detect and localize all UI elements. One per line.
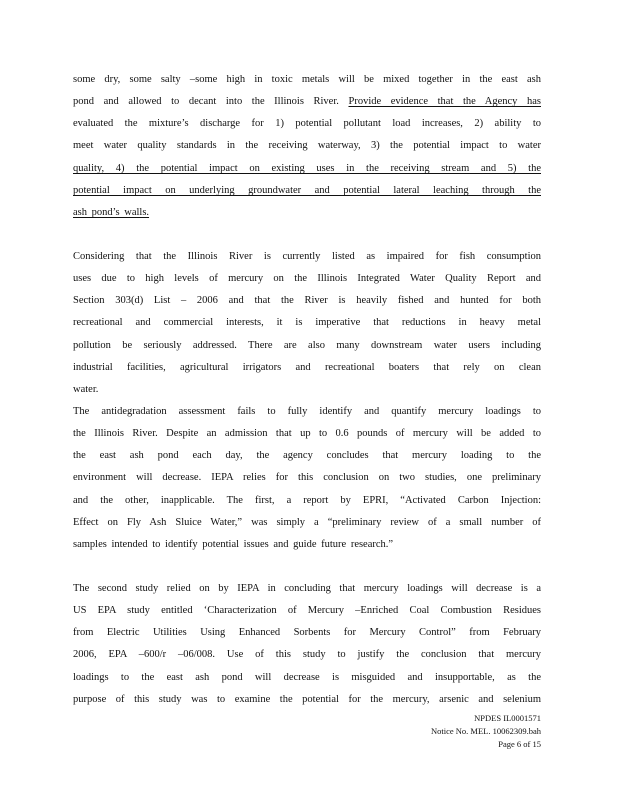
footer-permit-number: NPDES IL0001571 (474, 713, 541, 723)
paragraph-line: samples intended to identify potential issues and guide future research.” (73, 539, 394, 550)
paragraph-line: US EPA study entitled ‘Characterization of Mercury –Enriched Coal Combustion Residues (73, 605, 541, 616)
paragraph-line: Section 303(d) List – 2006 and that the River is heavily fished and hunted for both (73, 295, 541, 306)
paragraph-line: 2006, EPA –600/r –06/008. Use of this study to justify the conclusion that mercury (73, 649, 541, 660)
paragraph-line (73, 95, 541, 109)
paragraph-line: Effect on Fly Ash Sluice Water,” was simply a “preliminary review of a small number of (73, 517, 541, 528)
paragraph-line: and the other, inapplicable. The first, a report by EPRI, “Activated Carbon Injection: (73, 495, 541, 506)
paragraph-line-underlined: potential impact on underlying groundwater and potential lateral leaching through the (73, 185, 541, 196)
footer-page-number: Page 6 of 15 (498, 739, 541, 749)
paragraph-line: meet water quality standards in the receiving waterway, 3) the potential impact to water (73, 140, 541, 151)
paragraph-line: the east ash pond each day, the agency concludes that mercury loading to the (73, 450, 541, 461)
paragraph-line: from Electric Utilities Using Enhanced Sorbents for Mercury Control” from February (73, 627, 541, 638)
paragraph-text: pond and allowed to decant into the Illinois River. (73, 96, 339, 107)
paragraph-line: pollution be seriously addressed. There are also many downstream water users including (73, 340, 541, 351)
paragraph-line: recreational and commercial interests, it is imperative that reductions in heavy metal (73, 317, 541, 328)
paragraph-line: industrial facilities, agricultural irrigators and recreational boaters that rely on clean (73, 362, 541, 373)
paragraph-line: some dry, some salty –some high in toxic metals will be mixed together in the east ash (73, 74, 541, 85)
paragraph-line: uses due to high levels of mercury on the Illinois Integrated Water Quality Report and (73, 273, 541, 284)
paragraph-line: The second study relied on by IEPA in concluding that mercury loadings will decrease is a (73, 583, 541, 594)
paragraph-line: purpose of this study was to examine the potential for the mercury, arsenic and selenium (73, 694, 541, 705)
paragraph-line-underlined: ash pond’s walls. (73, 207, 150, 218)
paragraph-line: evaluated the mixture’s discharge for 1) potential pollutant load increases, 2) ability to (73, 118, 541, 129)
paragraph-line: The antidegradation assessment fails to fully identify and quantify mercury loadings to (73, 406, 541, 417)
paragraph-line-underlined: quality, 4) the potential impact on existing uses in the receiving stream and 5) the (73, 163, 541, 174)
paragraph-line: environment will decrease. IEPA relies for this conclusion on two studies, one preliminary (73, 472, 541, 483)
footer-notice-number: Notice No. MEL. 10062309.bah (430, 726, 541, 736)
paragraph-line: Considering that the Illinois River is currently listed as impaired for fish consumption (73, 251, 541, 262)
underlined-request: Provide evidence that the Agency has (348, 96, 541, 107)
paragraph-line: loadings to the east ash pond will decrease is misguided and insupportable, as the (73, 672, 541, 683)
paragraph-line: water. (73, 384, 99, 395)
paragraph-line: the Illinois River. Despite an admission that up to 0.6 pounds of mercury will be added to (73, 428, 541, 439)
